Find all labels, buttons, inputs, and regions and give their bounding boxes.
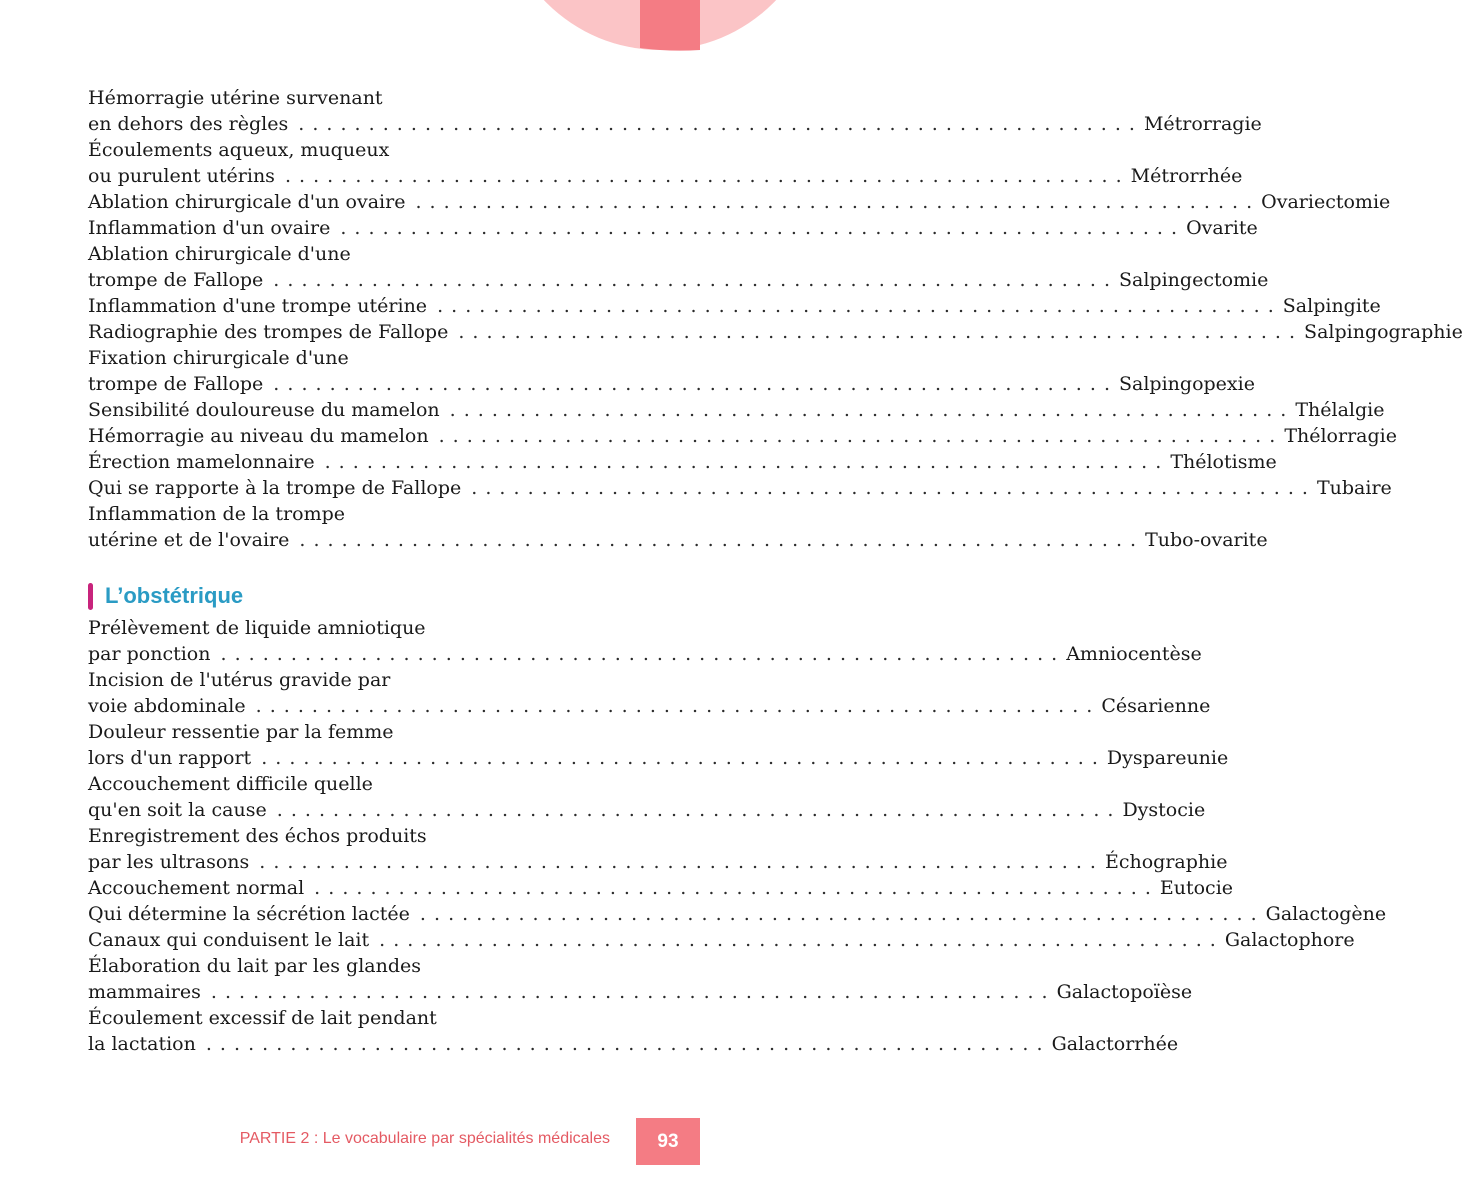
entry-line bbox=[88, 423, 1397, 449]
entry-line bbox=[88, 345, 648, 371]
entry-line bbox=[88, 501, 648, 527]
dot-leader: . . . . . . . . . . . . . . . . . . . . . . . . . . . . . . . . . . . . . . . . . . . . . . . . . . . . . . . . . . . . bbox=[273, 269, 1112, 291]
dot-leader: . . . . . . . . . . . . . . . . . . . . . . . . . . . . . . . . . . . . . . . . . . . . . . . . . . . . . . . . . . . . bbox=[261, 747, 1099, 769]
entry-line bbox=[88, 111, 1262, 137]
entry-line bbox=[88, 293, 1381, 319]
entry-term: Ablation chirurgicale d'un ovaire bbox=[88, 191, 406, 213]
entry-term: Élaboration du lait par les glandes bbox=[88, 955, 421, 977]
dot-leader: . . . . . . . . . . . . . . . . . . . . . . . . . . . . . . . . . . . . . . . . . . . . . . . . . . . . . . . . . . . . bbox=[205, 1033, 1044, 1055]
entry-term: Écoulement excessif de lait pendant bbox=[88, 1007, 437, 1029]
glossary-entry bbox=[88, 345, 1255, 397]
entry-definition: Dystocie bbox=[1122, 799, 1206, 821]
dot-leader: . . . . . . . . . . . . . . . . . . . . . . . . . . . . . . . . . . . . . . . . . . . . . . . . . . . . . . . . . . . . bbox=[449, 399, 1288, 421]
entry-term: Accouchement difficile quelle bbox=[88, 773, 373, 795]
dot-leader: . . . . . . . . . . . . . . . . . . . . . . . . . . . . . . . . . . . . . . . . . . . . . . . . . . . . . . . . . . . . bbox=[220, 643, 1059, 665]
entry-term: ou purulent utérins bbox=[88, 165, 275, 187]
page-footer bbox=[0, 1118, 700, 1165]
entry-definition: Eutocie bbox=[1159, 877, 1234, 899]
glossary-entry bbox=[88, 1005, 1179, 1057]
dot-leader: . . . . . . . . . . . . . . . . . . . . . . . . . . . . . . . . . . . . . . . . . . . . . . . . . . . . . . . . . . . . bbox=[340, 217, 1179, 239]
entry-term: Inflammation d'un ovaire bbox=[88, 217, 331, 239]
entry-term: Inflammation d'une trompe utérine bbox=[88, 295, 428, 317]
entry-definition: Ovariectomie bbox=[1261, 191, 1391, 213]
entry-line bbox=[88, 85, 648, 111]
heading-bar bbox=[88, 583, 93, 610]
entry-line bbox=[88, 215, 1258, 241]
entry-line bbox=[88, 615, 648, 641]
entry-line bbox=[88, 137, 648, 163]
entry-line bbox=[88, 667, 648, 693]
glossary-entry bbox=[88, 423, 1397, 449]
entry-term: en dehors des règles bbox=[88, 113, 289, 135]
entry-term: utérine et de l'ovaire bbox=[88, 529, 290, 551]
entry-term: Érection mamelonnaire bbox=[88, 451, 315, 473]
entry-term: par les ultrasons bbox=[88, 851, 250, 873]
entry-line bbox=[88, 823, 648, 849]
entry-line bbox=[88, 527, 1268, 553]
entry-term: voie abdominale bbox=[88, 695, 246, 717]
glossary-entry bbox=[88, 953, 1193, 1005]
page-number: 93 bbox=[657, 1130, 679, 1152]
dot-leader: . . . . . . . . . . . . . . . . . . . . . . . . . . . . . . . . . . . . . . . . . . . . . . . . . . . . . . . . . . . . bbox=[273, 373, 1112, 395]
entry-line bbox=[88, 849, 1228, 875]
entry-term: Canaux qui conduisent le lait bbox=[88, 929, 370, 951]
entry-term: par ponction bbox=[88, 643, 211, 665]
entry-line bbox=[88, 371, 1255, 397]
glossary-section-gynecology bbox=[88, 85, 1463, 553]
entry-definition: Métrorragie bbox=[1143, 113, 1262, 135]
entry-definition: Salpingopexie bbox=[1119, 373, 1255, 395]
entry-line bbox=[88, 953, 648, 979]
glossary-entry bbox=[88, 397, 1385, 423]
entry-line bbox=[88, 397, 1385, 423]
entry-line bbox=[88, 979, 1193, 1005]
entry-term: Prélèvement de liquide amniotique bbox=[88, 617, 426, 639]
entry-line bbox=[88, 745, 1229, 771]
entry-definition: Échographie bbox=[1104, 851, 1228, 873]
glossary-entry bbox=[88, 189, 1391, 215]
dot-leader: . . . . . . . . . . . . . . . . . . . . . . . . . . . . . . . . . . . . . . . . . . . . . . . . . . . . . . . . . . . . bbox=[415, 191, 1254, 213]
entry-definition: Amniocentèse bbox=[1066, 643, 1202, 665]
entry-line bbox=[88, 163, 1243, 189]
entry-term: trompe de Fallope bbox=[88, 269, 264, 291]
entry-term: Sensibilité douloureuse du mamelon bbox=[88, 399, 440, 421]
glossary-entry bbox=[88, 719, 1229, 771]
entry-line bbox=[88, 797, 1206, 823]
entry-line bbox=[88, 189, 1391, 215]
glossary-entry bbox=[88, 875, 1234, 901]
glossary-entry bbox=[88, 241, 1269, 293]
entry-definition: Galactophore bbox=[1224, 929, 1355, 951]
entry-definition: Galactopoïèse bbox=[1056, 981, 1193, 1003]
entry-line bbox=[88, 241, 648, 267]
glossary-entry bbox=[88, 449, 1277, 475]
entry-term: Fixation chirurgicale d'une bbox=[88, 347, 349, 369]
entry-term: Enregistrement des échos produits bbox=[88, 825, 427, 847]
entry-line bbox=[88, 1031, 1179, 1057]
glossary-entry bbox=[88, 475, 1392, 501]
page-number-box bbox=[636, 1118, 700, 1165]
dot-leader: . . . . . . . . . . . . . . . . . . . . . . . . . . . . . . . . . . . . . . . . . . . . . . . . . . . . . . . . . . . . bbox=[276, 799, 1115, 821]
entry-line bbox=[88, 901, 1387, 927]
entry-term: Radiographie des trompes de Fallope bbox=[88, 321, 449, 343]
glossary-entry bbox=[88, 215, 1258, 241]
entry-definition: Galactogène bbox=[1265, 903, 1387, 925]
glossary-entry bbox=[88, 771, 1206, 823]
entry-definition: Métrorrhée bbox=[1130, 165, 1243, 187]
entry-term: Qui se rapporte à la trompe de Fallope bbox=[88, 477, 462, 499]
footer-chapter-title: PARTIE 2 : Le vocabulaire par spécialités médicales bbox=[239, 1130, 610, 1147]
entry-definition: Thélorragie bbox=[1284, 425, 1397, 447]
entry-definition: Tubo-ovarite bbox=[1145, 529, 1268, 551]
entry-term: Hémorragie au niveau du mamelon bbox=[88, 425, 429, 447]
glossary-entry bbox=[88, 501, 1268, 553]
entry-line bbox=[88, 267, 1269, 293]
entry-definition: Salpingectomie bbox=[1119, 269, 1269, 291]
glossary-entry bbox=[88, 319, 1463, 345]
dot-leader: . . . . . . . . . . . . . . . . . . . . . . . . . . . . . . . . . . . . . . . . . . . . . . . . . . . . . . . . . . . . bbox=[210, 981, 1049, 1003]
dot-leader: . . . . . . . . . . . . . . . . . . . . . . . . . . . . . . . . . . . . . . . . . . . . . . . . . . . . . . . . . . . . bbox=[299, 529, 1138, 551]
section-heading bbox=[88, 579, 648, 613]
glossary-entry bbox=[88, 615, 1202, 667]
entry-line bbox=[88, 449, 1277, 475]
entry-term: mammaires bbox=[88, 981, 201, 1003]
glossary-content bbox=[88, 85, 1463, 1057]
dot-leader: . . . . . . . . . . . . . . . . . . . . . . . . . . . . . . . . . . . . . . . . . . . . . . . . . . . . . . . . . . . . bbox=[284, 165, 1123, 187]
entry-term: Incision de l'utérus gravide par bbox=[88, 669, 391, 691]
glossary-entry bbox=[88, 927, 1355, 953]
entry-definition: Salpingite bbox=[1282, 295, 1381, 317]
entry-term: trompe de Fallope bbox=[88, 373, 264, 395]
entry-term: Hémorragie utérine survenant bbox=[88, 87, 383, 109]
glossary-entry bbox=[88, 667, 1211, 719]
entry-term: la lactation bbox=[88, 1033, 196, 1055]
entry-line bbox=[88, 927, 1355, 953]
entry-line bbox=[88, 1005, 648, 1031]
dot-leader: . . . . . . . . . . . . . . . . . . . . . . . . . . . . . . . . . . . . . . . . . . . . . . . . . . . . . . . . . . . . bbox=[255, 695, 1094, 717]
glossary-entry bbox=[88, 137, 1243, 189]
dot-leader: . . . . . . . . . . . . . . . . . . . . . . . . . . . . . . . . . . . . . . . . . . . . . . . . . . . . . . . . . . . . bbox=[324, 451, 1163, 473]
entry-line bbox=[88, 319, 1463, 345]
entry-definition: Césarienne bbox=[1101, 695, 1211, 717]
glossary-entry bbox=[88, 901, 1387, 927]
entry-term: Douleur ressentie par la femme bbox=[88, 721, 394, 743]
dot-leader: . . . . . . . . . . . . . . . . . . . . . . . . . . . . . . . . . . . . . . . . . . . . . . . . . . . . . . . . . . . . bbox=[379, 929, 1217, 951]
entry-line bbox=[88, 475, 1392, 501]
entry-term: Écoulements aqueux, muqueux bbox=[88, 139, 390, 161]
entry-term: Inflammation de la trompe bbox=[88, 503, 346, 525]
dot-leader: . . . . . . . . . . . . . . . . . . . . . . . . . . . . . . . . . . . . . . . . . . . . . . . . . . . . . . . . . . . . bbox=[471, 477, 1309, 499]
glossary-section-obstetrics bbox=[88, 615, 1387, 1057]
entry-definition: Galactorrhée bbox=[1051, 1033, 1179, 1055]
entry-definition: Dyspareunie bbox=[1106, 747, 1229, 769]
entry-definition: Thélalgie bbox=[1295, 399, 1385, 421]
entry-term: Ablation chirurgicale d'une bbox=[88, 243, 351, 265]
entry-term: qu'en soit la cause bbox=[88, 799, 267, 821]
dot-leader: . . . . . . . . . . . . . . . . . . . . . . . . . . . . . . . . . . . . . . . . . . . . . . . . . . . . . . . . . . . . bbox=[298, 113, 1136, 135]
entry-line bbox=[88, 875, 1234, 901]
corner-circle-accent bbox=[640, 0, 700, 51]
dot-leader: . . . . . . . . . . . . . . . . . . . . . . . . . . . . . . . . . . . . . . . . . . . . . . . . . . . . . . . . . . . . bbox=[259, 851, 1097, 873]
dot-leader: . . . . . . . . . . . . . . . . . . . . . . . . . . . . . . . . . . . . . . . . . . . . . . . . . . . . . . . . . . . . bbox=[458, 321, 1297, 343]
dot-leader: . . . . . . . . . . . . . . . . . . . . . . . . . . . . . . . . . . . . . . . . . . . . . . . . . . . . . . . . . . . . bbox=[314, 877, 1152, 899]
section-title: L’obstétrique bbox=[105, 583, 244, 608]
entry-definition: Salpingographie bbox=[1304, 321, 1463, 343]
dot-leader: . . . . . . . . . . . . . . . . . . . . . . . . . . . . . . . . . . . . . . . . . . . . . . . . . . . . . . . . . . . . bbox=[419, 903, 1258, 925]
dot-leader: . . . . . . . . . . . . . . . . . . . . . . . . . . . . . . . . . . . . . . . . . . . . . . . . . . . . . . . . . . . . bbox=[437, 295, 1275, 317]
entry-term: lors d'un rapport bbox=[88, 747, 252, 769]
entry-line bbox=[88, 693, 1211, 719]
glossary-entry bbox=[88, 823, 1228, 875]
entry-line bbox=[88, 719, 648, 745]
entry-definition: Ovarite bbox=[1186, 217, 1258, 239]
glossary-entry bbox=[88, 293, 1381, 319]
entry-term: Qui détermine la sécrétion lactée bbox=[88, 903, 410, 925]
dot-leader: . . . . . . . . . . . . . . . . . . . . . . . . . . . . . . . . . . . . . . . . . . . . . . . . . . . . . . . . . . . . bbox=[438, 425, 1277, 447]
entry-line bbox=[88, 771, 648, 797]
entry-definition: Tubaire bbox=[1316, 477, 1392, 499]
entry-term: Accouchement normal bbox=[88, 877, 305, 899]
entry-line bbox=[88, 641, 1202, 667]
entry-definition: Thélotisme bbox=[1170, 451, 1277, 473]
glossary-entry bbox=[88, 85, 1262, 137]
